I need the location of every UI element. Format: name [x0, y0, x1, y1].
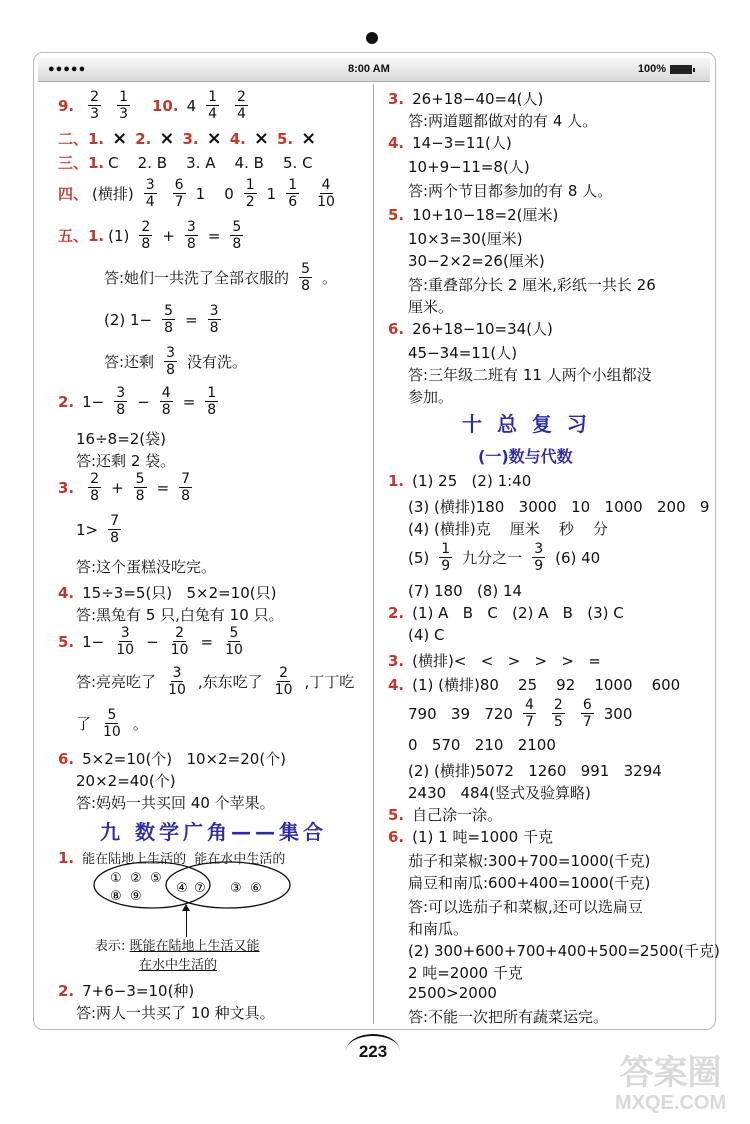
answer-line — [388, 650, 601, 671]
question-number: 4. — [58, 583, 75, 602]
answer-line — [76, 792, 275, 813]
battery-indicator — [638, 63, 692, 75]
set-element: ⑧ — [110, 889, 122, 904]
fraction: $\frac{3}{8}$ — [116, 385, 126, 418]
caption-line: 在水中生活的 — [139, 958, 218, 973]
answer-line — [388, 804, 502, 825]
fraction: $\frac{6}{7}$ — [582, 697, 592, 730]
answer-text: 0 570 210 2100 — [408, 736, 556, 754]
question-number: 6. — [58, 749, 75, 768]
answer-text: 16÷8=2(袋) — [76, 430, 167, 448]
caption-prefix: 表示: — [95, 939, 126, 954]
answer-text: 30−2×2=26(厘米) — [408, 252, 545, 270]
answer-line — [408, 110, 597, 131]
fraction: $\frac{3}{8}$ — [166, 345, 175, 378]
answer-line — [408, 872, 650, 893]
answer-text: 答:可以选茄子和菜椒,还可以选扁豆 — [408, 898, 643, 916]
answer-text: 答:不能一次把所有蔬菜运完。 — [408, 1008, 609, 1026]
fraction: $\frac{3}{9}$ — [534, 541, 544, 574]
answer-text: 没有洗。 — [186, 353, 247, 371]
answer-prefix: (1) — [108, 226, 130, 245]
answer-text: 了 — [76, 715, 92, 733]
answer-line — [76, 770, 176, 791]
answer-prefix: (5) — [408, 548, 430, 567]
answer-text: 2500>2000 — [408, 984, 497, 1002]
fraction: $\frac{2}{10}$ — [170, 625, 189, 658]
answer-text: 厘米。 — [408, 298, 454, 316]
answer-line — [58, 980, 194, 1001]
status-time: 8:00 AM — [348, 63, 390, 75]
answer-text: 。 — [132, 715, 148, 733]
question-number: 4. — [388, 133, 405, 152]
answer-text: 5×2=10(个) 10×2=20(个) — [82, 750, 287, 768]
answer-line — [408, 760, 662, 781]
fraction: $\frac{5}{10}$ — [103, 707, 121, 740]
camera-dot — [366, 32, 378, 44]
arrow-icon — [186, 905, 187, 937]
answer-text: 10+10−18=2(厘米) — [412, 206, 559, 224]
venn-labels: 能在陆地上生活的 能在水中生活的 — [82, 852, 286, 867]
set-element: ① — [110, 871, 122, 886]
answer-text: 答:这个蛋糕没吃完。 — [76, 558, 217, 576]
operator: = — [200, 632, 214, 651]
answer-text: 答:亮亮吃了 — [76, 673, 157, 691]
fraction: $\frac{4}{8}$ — [161, 385, 171, 418]
answer-line — [388, 88, 543, 109]
answer-text: (7) 180 (8) 14 — [408, 582, 523, 600]
answer-line — [408, 850, 650, 871]
question-number: 5. — [388, 805, 405, 824]
answer-text: 茄子和菜椒:300+700=1000(千克) — [408, 852, 651, 870]
answer-text: 答:还剩 — [104, 353, 155, 371]
fraction: $\frac{2}{3}$ — [90, 89, 100, 122]
question-number: 4. — [229, 129, 246, 148]
answer-text: 1 0 — [195, 184, 234, 203]
answer-text: 26+18−40=4(人) — [412, 90, 544, 108]
watermark-logo: 答案圈 MXQE.COM — [615, 1054, 727, 1115]
set-element: ⑤ — [150, 871, 162, 886]
answer-line — [76, 1002, 275, 1023]
answer-line — [76, 514, 127, 545]
answer-text: 答:重叠部分长 2 厘米,彩纸一共长 26 — [408, 276, 656, 294]
answer-line — [388, 204, 558, 225]
answer-text: ,东东吃了 — [197, 673, 263, 691]
fraction: $\frac{5}{8}$ — [135, 471, 145, 504]
venn-caption — [95, 937, 260, 975]
answer-text: 790 39 720 — [408, 704, 513, 723]
answer-line — [58, 472, 198, 503]
question-number: 10. — [151, 96, 179, 115]
venn-diagram — [90, 860, 300, 910]
answer-text: 答:三年级二班有 11 人两个小组都没 — [408, 366, 652, 384]
answer-text: 。 — [321, 269, 337, 287]
answer-line — [58, 152, 313, 173]
answer-line — [408, 984, 497, 1002]
question-number: 1. — [388, 472, 405, 490]
fraction: $\frac{2}{5}$ — [553, 697, 563, 730]
answer-line — [58, 626, 251, 657]
subsection-heading: (一)数与代数 — [478, 447, 573, 466]
operator: − — [137, 392, 150, 411]
answer-text: (2) (横排)5072 1260 991 3294 — [408, 762, 662, 780]
answer-line — [58, 748, 286, 769]
status-bar — [38, 58, 710, 82]
answer-line — [408, 518, 608, 539]
fraction: $\frac{1}{8}$ — [207, 385, 217, 418]
answer-prefix: (2) 1− — [104, 310, 153, 329]
question-number: 4. — [388, 675, 405, 694]
answer-line — [388, 674, 680, 695]
column-divider — [373, 84, 374, 1024]
answer-line — [408, 1006, 608, 1027]
set-element: ⑨ — [130, 889, 142, 904]
fraction: $\frac{1}{9}$ — [441, 541, 451, 574]
fraction: $\frac{2}{8}$ — [90, 471, 100, 504]
answer-text: 答:还剩 2 袋。 — [76, 452, 176, 470]
answer-line — [408, 228, 523, 249]
answer-text: 九分之一 — [462, 549, 523, 567]
answer-line — [408, 180, 612, 201]
battery-icon — [670, 65, 692, 74]
answer-text: 2 吨=2000 千克 — [408, 964, 523, 982]
section-heading: 十 总 复 习 — [462, 412, 591, 436]
signal-indicator: ●●●●● — [48, 63, 87, 75]
answer-line — [408, 496, 709, 517]
question-number: 3. — [388, 89, 405, 108]
operator: − — [146, 632, 159, 651]
answer-line — [58, 90, 254, 121]
answer-text: (6) 40 — [555, 548, 601, 567]
answer-line — [104, 304, 227, 335]
answer-text: 扁豆和南瓜:600+400=1000(千克) — [408, 874, 651, 892]
answer-text: (4) C — [408, 626, 445, 644]
answer-text: (4) (横排)克 厘米 秒 分 — [408, 520, 608, 538]
answer-line — [388, 604, 624, 622]
set-element: ② — [130, 871, 142, 886]
answer-value: 4 — [186, 96, 197, 115]
question-number: 6. — [388, 319, 405, 338]
question-number: 3. — [388, 651, 405, 670]
answer-line — [408, 962, 523, 983]
fraction: $\frac{5}{8}$ — [232, 219, 242, 252]
fraction: $\frac{5}{8}$ — [301, 261, 310, 294]
answer-text: 参加。 — [408, 388, 454, 406]
answer-line — [408, 342, 517, 363]
answer-line — [408, 736, 556, 754]
answer-line — [58, 386, 224, 417]
answer-text: 10×3=30(厘米) — [408, 230, 523, 248]
fraction: $\frac{4}{10}$ — [317, 177, 335, 210]
fraction: $\frac{2}{4}$ — [237, 89, 246, 122]
operator: + — [111, 478, 124, 497]
fraction: $\frac{3}{8}$ — [186, 219, 196, 252]
answer-line — [408, 542, 600, 573]
answer-text: 20×2=40(个) — [76, 772, 176, 790]
answer-line — [408, 274, 656, 295]
answer-line — [58, 178, 343, 209]
answer-line — [408, 582, 522, 600]
fraction: $\frac{3}{8}$ — [209, 303, 219, 336]
fraction: $\frac{4}{7}$ — [524, 697, 534, 730]
cross-mark: × — [159, 128, 175, 149]
answer-line — [408, 782, 591, 803]
question-number: 2. — [58, 392, 75, 411]
answer-text: 45−34=11(人) — [408, 344, 518, 362]
question-number: 3. — [58, 478, 75, 497]
answer-text: (横排)< < > > > = — [412, 652, 601, 670]
fraction: $\frac{1}{2}$ — [245, 177, 255, 210]
cross-mark: × — [253, 128, 269, 149]
fraction: $\frac{2}{10}$ — [274, 665, 293, 698]
fraction: $\frac{6}{7}$ — [174, 177, 184, 210]
answer-text: 答:两个节目都参加的有 8 人。 — [408, 182, 613, 200]
operator: + — [162, 226, 175, 245]
answer-line — [388, 132, 512, 153]
question-number: 6. — [388, 827, 405, 846]
answer-line — [104, 346, 247, 377]
answer-text: (1) A B C (2) A B (3) C — [412, 604, 624, 622]
answer-prefix: (横排) — [92, 185, 134, 203]
answer-prefix: 1> — [76, 520, 99, 539]
answer-line — [76, 708, 148, 739]
question-number: 1. — [58, 848, 75, 867]
answer-line — [388, 826, 553, 847]
answer-text: 答:妈妈一共买回 40 个苹果。 — [76, 794, 275, 812]
answer-line — [388, 472, 531, 490]
battery-percent: 100% — [637, 63, 666, 75]
fraction: $\frac{1}{6}$ — [288, 177, 298, 210]
set-element: ⑦ — [194, 881, 206, 896]
answer-line — [408, 896, 643, 917]
fraction: $\frac{7}{8}$ — [110, 513, 120, 546]
answer-line — [408, 698, 632, 729]
answer-text: 26+18−10=34(人) — [412, 320, 553, 338]
answer-text: ,丁丁吃 — [304, 673, 355, 691]
answer-text: 15÷3=5(只) 5×2=10(只) — [82, 584, 277, 602]
answer-text: (2) 300+600+700+400+500=2500(千克) — [408, 942, 720, 960]
question-number: 2. — [135, 129, 152, 148]
fraction: $\frac{1}{4}$ — [208, 89, 218, 122]
answer-line — [408, 296, 453, 317]
operator: = — [182, 392, 196, 411]
answer-text: 答:黑兔有 5 只,白兔有 10 只。 — [76, 606, 284, 624]
answer-text: 和南瓜。 — [408, 920, 469, 938]
section-label: 三、1. — [58, 154, 105, 172]
fraction: $\frac{3}{10}$ — [168, 665, 186, 698]
section-label: 四、 — [58, 185, 89, 203]
question-number: 5. — [276, 129, 294, 148]
cross-mark: × — [112, 128, 128, 149]
section-heading: 九 数学广角——集合 — [100, 820, 327, 844]
cross-mark: × — [301, 128, 317, 149]
fraction: $\frac{7}{8}$ — [181, 471, 191, 504]
answer-value: 1 — [266, 184, 277, 203]
question-number: 9. — [58, 96, 75, 115]
answer-line — [408, 250, 545, 271]
answer-line — [76, 556, 216, 577]
fraction: $\frac{3}{10}$ — [116, 625, 135, 658]
answer-text: 10+9−11=8(人) — [408, 158, 530, 176]
cross-mark: × — [206, 128, 222, 149]
question-number: 5. — [388, 205, 405, 224]
answer-line — [408, 386, 453, 407]
answer-text: 答:两人一共买了 10 种文具。 — [76, 1004, 275, 1022]
set-element: ④ — [176, 881, 188, 896]
answer-line — [76, 604, 284, 625]
section-label: 二、1. — [58, 130, 105, 148]
fraction: $\frac{5}{8}$ — [164, 303, 174, 336]
question-number: 2. — [58, 981, 75, 1000]
answer-line — [408, 918, 468, 939]
answer-text: 自己涂一涂。 — [412, 806, 503, 824]
answer-prefix: 1− — [82, 632, 105, 651]
answer-prefix: 1− — [82, 392, 105, 411]
fraction: $\frac{1}{3}$ — [119, 89, 128, 122]
answer-text: (1) 1 吨=1000 千克 — [412, 828, 553, 846]
answer-line — [76, 666, 354, 697]
operator: = — [207, 226, 221, 245]
answer-line — [408, 940, 720, 961]
answer-line — [408, 626, 445, 644]
question-number: 3. — [182, 129, 199, 148]
answer-text: 答:两道题都做对的有 4 人。 — [408, 112, 598, 130]
answer-line — [408, 156, 530, 177]
answer-text: 答:她们一共洗了全部衣服的 — [104, 269, 290, 287]
caption-line: 既能在陆地上生活又能 — [129, 939, 260, 954]
answer-line — [388, 318, 553, 339]
operator: = — [156, 478, 170, 497]
set-element: ③ — [230, 881, 242, 896]
answer-text: (1) (横排)80 25 92 1000 600 — [412, 676, 681, 694]
fraction: $\frac{5}{10}$ — [225, 625, 243, 658]
answer-line — [76, 428, 166, 449]
answer-text: C 2. B 3. A 4. B 5. C — [108, 153, 313, 172]
answer-text: (1) 25 (2) 1:40 — [412, 472, 532, 490]
answer-line — [408, 364, 652, 385]
answer-line — [104, 262, 337, 293]
question-number: 5. — [58, 632, 75, 651]
answer-text: (3) (横排)180 3000 10 1000 200 9 — [408, 498, 710, 516]
answer-line — [58, 582, 276, 603]
page-number: 223 — [346, 1034, 400, 1068]
fraction: $\frac{2}{8}$ — [141, 219, 151, 252]
section-label: 五、1. — [58, 227, 105, 245]
answer-text: 7+6−3=10(种) — [82, 982, 195, 1000]
question-number: 2. — [388, 604, 405, 622]
answer-value: 300 — [603, 704, 633, 723]
fraction: $\frac{3}{4}$ — [145, 177, 155, 210]
answer-line — [58, 220, 249, 251]
set-element: ⑥ — [250, 881, 262, 896]
answer-line — [76, 450, 175, 471]
answer-text: 2430 484(竖式及验算略) — [408, 784, 591, 802]
answer-line — [58, 128, 320, 149]
operator: = — [185, 310, 198, 329]
answer-text: 14−3=11(人) — [412, 134, 512, 152]
